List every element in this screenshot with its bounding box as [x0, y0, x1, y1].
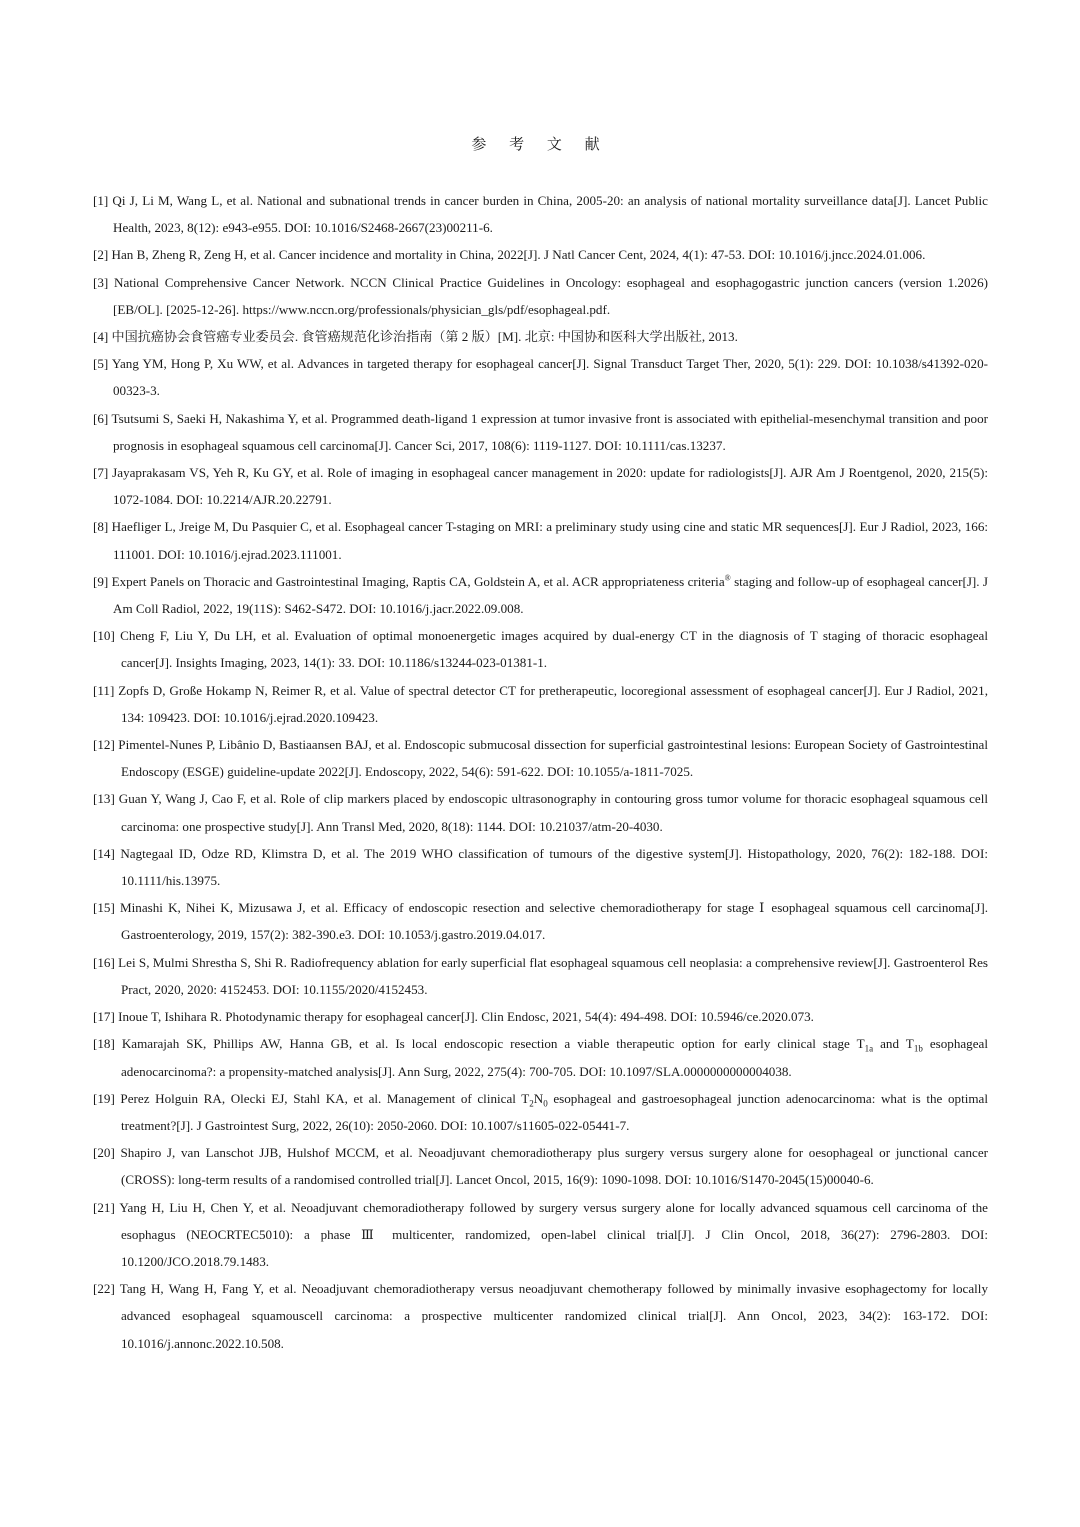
reference-item: [2] Han B, Zheng R, Zeng H, et al. Cancer incidence and mortality in China, 2022[J]. J Natl Cancer Cent, 2024, 4(1): 47-53. DOI: 10.1016/j.jncc.2024.01.006. [93, 247, 926, 263]
reference-item: [15] Minashi K, Nihei K, Mizusawa J, et al. Efficacy of endoscopic resection and selective chemoradiotherapy for stage Ⅰ esophageal squamous cell carcinoma[J]. Gastroenterology, 2019, 157(2): 382-390.e3. DOI: 10.1053/j.gastro.2019.04.017. [93, 900, 988, 943]
reference-item: [8] Haefliger L, Jreige M, Du Pasquier C, et al. Esophageal cancer T-staging on MRI: a preliminary study using cine and static MR sequences[J]. Eur J Radiol, 2023, 166: 111001. DOI: 10.1016/j.ejrad.2023.111001. [93, 519, 988, 562]
reference-text: and T [873, 1036, 914, 1052]
reference-text: N [533, 1090, 544, 1106]
reference-item: [11] Zopfs D, Große Hokamp N, Reimer R, et al. Value of spectral detector CT for pretherapeutic, locoregional assessment of esophageal cancer[J]. Eur J Radiol, 2021, 134: 109423. DOI: 10.1016/j.ejrad.2020.109423. [93, 682, 988, 725]
reference-item: [13] Guan Y, Wang J, Cao F, et al. Role of clip markers placed by endoscopic ultrasonography in contouring gross tumor volume for thoracic esophageal squamous cell carcinoma: one prospective study[J]. Ann Transl Med, 2020, 8(18): 1144. DOI: 10.21037/atm-20-4030. [93, 791, 988, 834]
reference-item: [7] Jayaprakasam VS, Yeh R, Ku GY, et al. Role of imaging in esophageal cancer management in 2020: update for radiologists[J]. AJR Am J Roentgenol, 2020, 215(5): 1072-1084. DOI: 10.2214/AJR.20.22791. [93, 465, 988, 508]
reference-item: [16] Lei S, Mulmi Shrestha S, Shi R. Radiofrequency ablation for early superficial flat esophageal squamous cell neoplasia: a comprehensive review[J]. Gastroenterol Res Pract, 2020, 2020: 4152453. DOI: 10.1155/2020/4152453. [93, 954, 988, 997]
reference-text: [19] Perez Holguin RA, Olecki EJ, Stahl KA, et al. Management of clinical T [93, 1090, 530, 1106]
reference-text: [18] Kamarajah SK, Phillips AW, Hanna GB, et al. Is local endoscopic resection a viable therapeutic option for early clinical stage T [93, 1036, 865, 1052]
reference-item: [22] Tang H, Wang H, Fang Y, et al. Neoadjuvant chemoradiotherapy versus neoadjuvant chemotherapy followed by minimally invasive esophagectomy for locally advanced esophageal squamouscell carcinoma: a prospective multicenter randomized clinical trial[J]. Ann Oncol, 2023, 34(2): 163-172. DOI: 10.1016/j.annonc.2022.10.508. [93, 1281, 988, 1351]
reference-item: [21] Yang H, Liu H, Chen Y, et al. Neoadjuvant chemoradiotherapy followed by surgery versus surgery alone for locally advanced squamous cell carcinoma of the esophagus (NEOCRTEC5010): a phase Ⅲ multicenter, randomized, open-label clinical trial[J]. J Clin Oncol, 2018, 36(27): 2796-2803. DOI: 10.1200/JCO.2018.79.1483. [93, 1199, 988, 1269]
reference-item: [17] Inoue T, Ishihara R. Photodynamic therapy for esophageal cancer[J]. Clin Endosc, 2021, 54(4): 494-498. DOI: 10.5946/ce.2020.073. [93, 1009, 814, 1025]
subscript: 0 [543, 1098, 548, 1109]
reference-text: staging and follow-up of esophageal cancer[J]. J Am Coll Radiol, 2022, 19(11S): S462-S472. DOI: 10.1016/j.jacr.2022.09.008. [113, 573, 989, 617]
reference-item: [4] 中国抗癌协会食管癌专业委员会. 食管癌规范化诊治指南（第 2 版）[M]. 北京: 中国协和医科大学出版社, 2013. [93, 329, 738, 345]
reference-text: esophageal and gastroesophageal junction adenocarcinoma: what is the optimal treatment?[J]. J Gastrointest Surg, 2022, 26(10): 2050-2060. DOI: 10.1007/s11605-022-05441-7. [121, 1090, 988, 1133]
reference-list [93, 187, 988, 1357]
reference-text: [9] Expert Panels on Thoracic and Gastrointestinal Imaging, Raptis CA, Goldstein A, et al. ACR appropriateness criteria [93, 573, 725, 589]
reference-item: [14] Nagtegaal ID, Odze RD, Klimstra D, et al. The 2019 WHO classification of tumours of the digestive system[J]. Histopathology, 2020, 76(2): 182-188. DOI: 10.1111/his.13975. [93, 845, 988, 889]
subscript: 2 [529, 1098, 534, 1109]
reference-item: [3] National Comprehensive Cancer Network. NCCN Clinical Practice Guidelines in Oncology: esophageal and esophagogastric junction cancers (version 1.2026)[EB/OL]. [2025-12-26]. https://www.nccn.org/professionals/physician_gls/pdf/esophageal.pdf. [93, 274, 988, 317]
registered-mark: ® [724, 573, 731, 583]
page-title: 参 考 文 献 [471, 135, 609, 153]
reference-item [93, 1085, 988, 1139]
reference-item: [5] Yang YM, Hong P, Xu WW, et al. Advances in targeted therapy for esophageal cancer[J]. Signal Transduct Target Ther, 2020, 5(1): 229. DOI: 10.1038/s41392-020-00323-3. [93, 356, 988, 399]
reference-item: [1] Qi J, Li M, Wang L, et al. National and subnational trends in cancer burden in China, 2005-20: an analysis of national mortality surveillance data[J]. Lancet Public Health, 2023, 8(12): e943-e955. DOI: 10.1016/S2468-2667(23)00211-6. [93, 193, 988, 236]
subscript: 1b [913, 1043, 923, 1054]
reference-text: esophageal adenocarcinoma?: a propensity-matched analysis[J]. Ann Surg, 2022, 275(4): 700-705. DOI: 10.1097/SLA.0000000000004038. [121, 1036, 988, 1079]
reference-item [93, 568, 988, 622]
reference-item: [6] Tsutsumi S, Saeki H, Nakashima Y, et al. Programmed death-ligand 1 expression at tumor invasive front is associated with epithelial-mesenchymal transition and poor prognosis in esophageal squamous cell carcinoma[J]. Cancer Sci, 2017, 108(6): 1119-1127. DOI: 10.1111/cas.13237. [93, 410, 988, 453]
subscript: 1a [864, 1043, 874, 1054]
reference-item: [10] Cheng F, Liu Y, Du LH, et al. Evaluation of optimal monoenergetic images acquired by dual-energy CT in the diagnosis of T staging of thoracic esophageal cancer[J]. Insights Imaging, 2023, 14(1): 33. DOI: 10.1186/s13244-023-01381-1. [93, 628, 988, 671]
reference-item [93, 1030, 988, 1084]
reference-item: [20] Shapiro J, van Lanschot JJB, Hulshof MCCM, et al. Neoadjuvant chemoradiotherapy plus surgery versus surgery alone for oesophageal or junctional cancer (CROSS): long-term results of a randomised controlled trial[J]. Lancet Oncol, 2015, 16(9): 1090-1098. DOI: 10.1016/S1470-2045(15)00040-6. [93, 1145, 988, 1188]
reference-item: [12] Pimentel-Nunes P, Libânio D, Bastiaansen BAJ, et al. Endoscopic submucosal dissection for superficial gastrointestinal lesions: European Society of Gastrointestinal Endoscopy (ESGE) guideline-update 2022[J]. Endoscopy, 2022, 54(6): 591-622. DOI: 10.1055/a-1811-7025. [93, 737, 988, 780]
